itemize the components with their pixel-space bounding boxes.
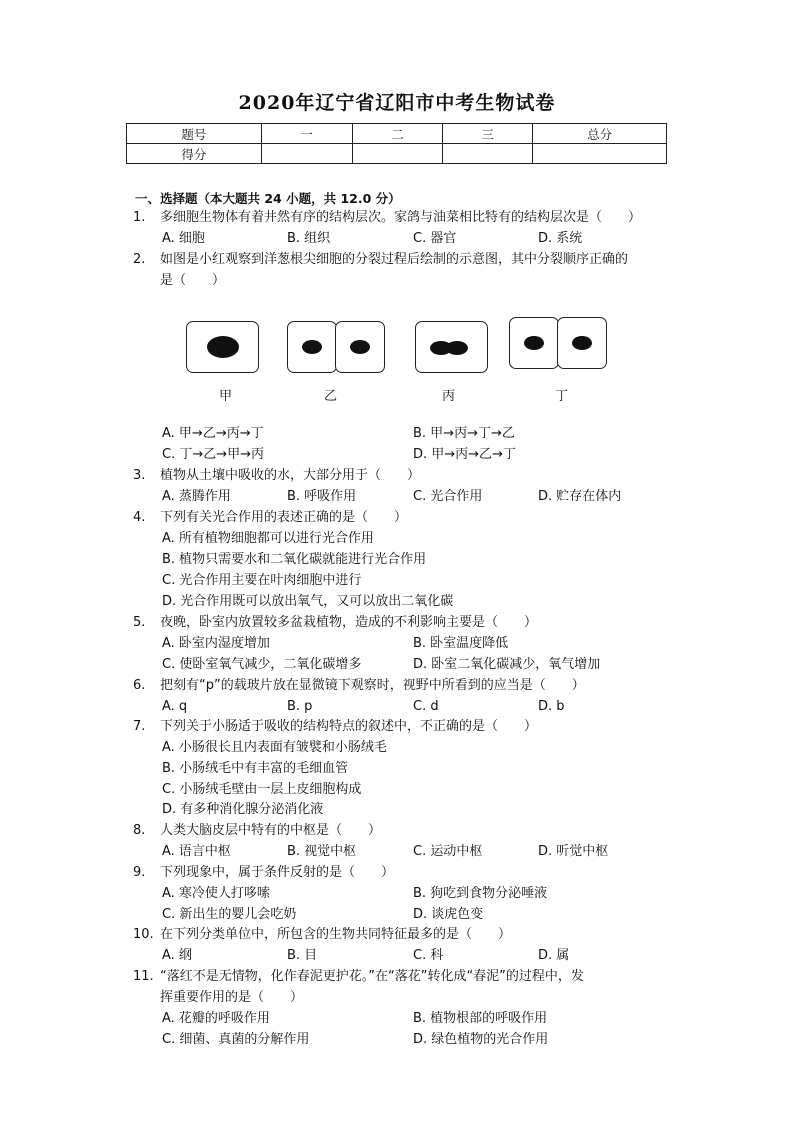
option: A. 寒冷使人打哆嗦 [162,886,270,901]
question-stem: 多细胞生物体有着井然有序的结构层次。家鸽与油菜相比特有的结构层次是（ ） [160,210,642,225]
option: B. 植物根部的呼吸作用 [413,1011,548,1026]
question-number: 10. [133,927,154,942]
option: B. 组织 [287,231,331,246]
cell-ding-left [509,317,559,369]
question-number: 9. [133,865,146,880]
score-cell [533,144,667,164]
question-stem: 下列关于小肠适于吸收的结构特点的叙述中，不正确的是（ ） [160,719,538,734]
option: D. b [538,699,565,714]
option: A. 卧室内湿度增加 [162,636,270,651]
figure-label-jia: 甲 [219,389,233,404]
option: D. 甲→丙→乙→丁 [413,447,516,462]
question-number: 5. [133,615,146,630]
score-header-cell: 题号 [127,124,262,144]
question-stem: 夜晚，卧室内放置较多盆栽植物，造成的不利影响主要是（ ） [160,615,538,630]
score-table-header-row [127,124,667,144]
question-number: 8. [133,823,146,838]
option: B. 狗吃到食物分泌唾液 [413,886,548,901]
question-stem: 在下列分类单位中，所包含的生物共同特征最多的是（ ） [160,927,512,942]
option: A. 所有植物细胞都可以进行光合作用 [162,531,374,546]
question-number: 7. [133,719,146,734]
option: B. 视觉中枢 [287,844,357,859]
option: A. 细胞 [162,231,205,246]
question-stem: “落红不是无情物，化作春泥更护花。”在“落花”转化成“春泥”的过程中，发 [160,969,584,984]
nucleus [302,340,322,354]
question-number: 11. [133,969,154,984]
option: C. 丁→乙→甲→丙 [162,447,265,462]
option: A. 蒸腾作用 [162,489,231,504]
option: D. 卧室二氧化碳减少，氧气增加 [413,657,601,672]
cell-yi-left [287,321,337,373]
cell-bing [415,321,488,373]
nucleus [446,341,468,355]
question-number: 4. [133,510,146,525]
option: C. 运动中枢 [413,844,483,859]
option: B. 小肠绒毛中有丰富的毛细血管 [162,761,349,776]
score-row-label: 得分 [127,144,262,164]
option: B. 呼吸作用 [287,489,357,504]
option: C. 器官 [413,231,457,246]
cell-jia [186,321,259,373]
option: D. 光合作用既可以放出氧气，又可以放出二氧化碳 [162,594,454,609]
option: C. 细菌、真菌的分解作用 [162,1032,310,1047]
question-number: 2. [133,252,146,267]
exam-title: 2020年辽宁省辽阳市中考生物试卷 [238,92,556,114]
option: A. 纲 [162,948,192,963]
score-header-cell: 总分 [533,124,667,144]
score-header-cell: 一 [261,124,352,144]
option: B. 卧室温度降低 [413,636,509,651]
score-table-score-row [127,144,667,164]
question-stem: 下列现象中，属于条件反射的是（ ） [160,865,395,880]
question-stem-continued: 是（ ） [160,273,226,288]
option: D. 系统 [538,231,583,246]
nucleus [207,336,239,358]
section-heading: 一、选择题（本大题共 24 小题，共 12.0 分） [135,191,401,206]
option: D. 谈虎色变 [413,907,484,922]
cell-division-figure [183,314,613,409]
option: C. 光合作用主要在叶肉细胞中进行 [162,573,362,588]
score-table [126,123,667,164]
option: D. 贮存在体内 [538,489,622,504]
figure-label-yi: 乙 [324,389,338,404]
option: B. 植物只需要水和二氧化碳就能进行光合作用 [162,552,427,567]
option: C. 新出生的婴儿会吃奶 [162,907,297,922]
figure-label-ding: 丁 [555,389,569,404]
option: D. 绿色植物的光合作用 [413,1032,549,1047]
option: A. 小肠很长且内表面有皱襞和小肠绒毛 [162,740,387,755]
option: B. 甲→丙→丁→乙 [413,426,515,441]
score-header-cell: 二 [352,124,443,144]
option: A. 花瓣的呼吸作用 [162,1011,270,1026]
score-header-cell: 三 [443,124,533,144]
nucleus [524,336,544,350]
cell-ding-right [557,317,607,369]
question-stem: 下列有关光合作用的表述正确的是（ ） [160,510,408,525]
option: D. 有多种消化腺分泌消化液 [162,802,324,817]
cell-yi-right [335,321,385,373]
option: B. p [287,699,313,714]
nucleus [572,336,592,350]
option: C. 小肠绒毛壁由一层上皮细胞构成 [162,782,362,797]
option: A. q [162,699,188,714]
option: A. 语言中枢 [162,844,231,859]
score-cell [261,144,352,164]
option: C. 光合作用 [413,489,483,504]
question-stem: 如图是小红观察到洋葱根尖细胞的分裂过程后绘制的示意图，其中分裂顺序正确的 [160,252,629,267]
option: C. 科 [413,948,444,963]
score-cell [443,144,533,164]
nucleus [350,340,370,354]
option: D. 属 [538,948,570,963]
figure-label-bing: 丙 [442,389,456,404]
question-number: 3. [133,468,146,483]
question-number: 1. [133,210,146,225]
question-stem: 植物从土壤中吸收的水，大部分用于（ ） [160,468,421,483]
option: A. 甲→乙→丙→丁 [162,426,264,441]
question-stem: 人类大脑皮层中特有的中枢是（ ） [160,823,382,838]
option: D. 听觉中枢 [538,844,609,859]
question-number: 6. [133,678,146,693]
option: C. 使卧室氧气减少，二氧化碳增多 [162,657,362,672]
score-cell [352,144,443,164]
question-stem-continued: 挥重要作用的是（ ） [160,990,304,1005]
question-stem: 把刻有“p”的载玻片放在显微镜下观察时，视野中所看到的应当是（ ） [160,678,585,693]
option: B. 目 [287,948,318,963]
option: C. d [413,699,439,714]
